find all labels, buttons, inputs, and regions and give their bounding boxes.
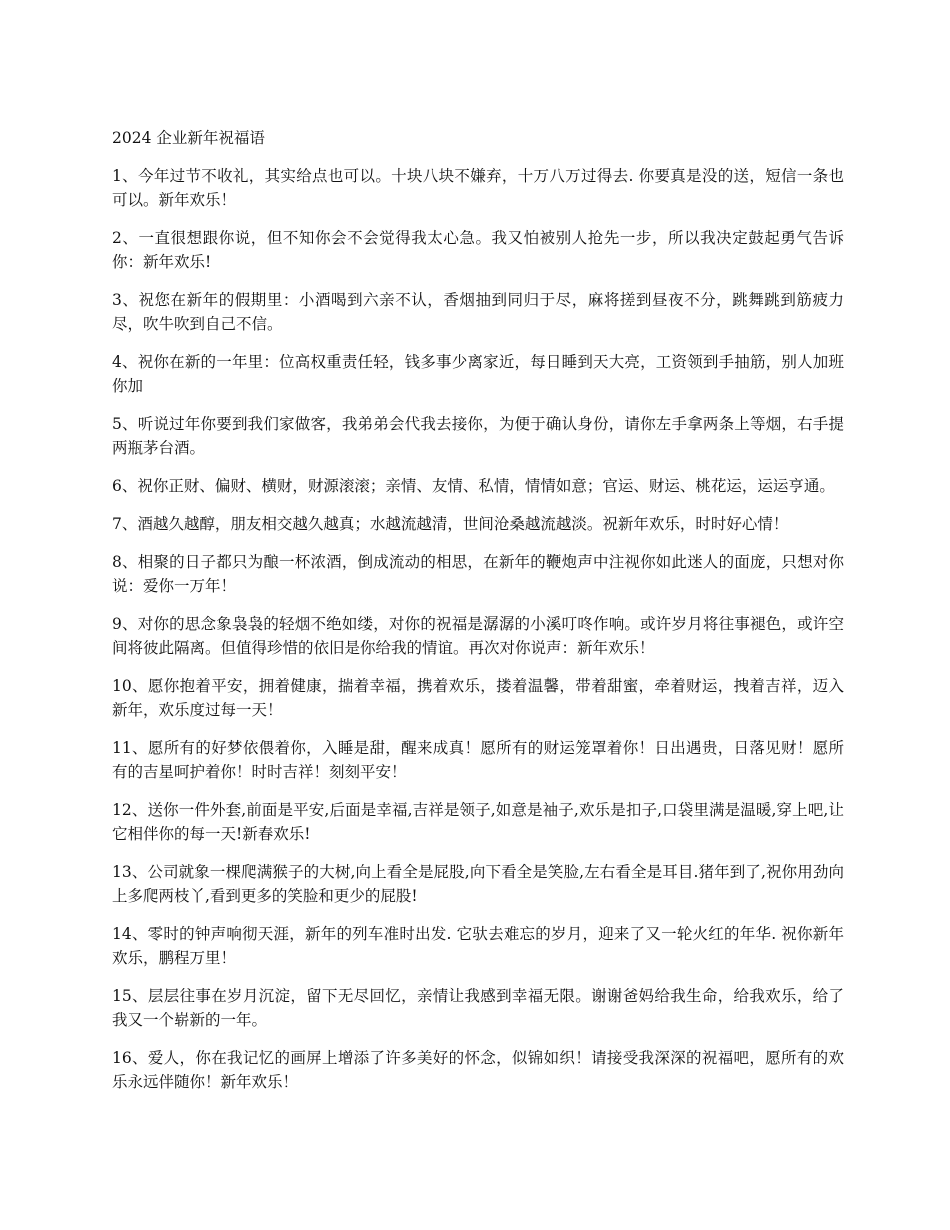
paragraph-1: 1、今年过节不收礼，其实给点也可以。十块八块不嫌弃，十万八万过得去. 你要真是没的送，短信一条也可以。新年欢乐！: [112, 167, 844, 209]
paragraph-12: 12、送你一件外套,前面是平安,后面是幸福,吉祥是领子,如意是袖子,欢乐是扣子,口袋里满是温暖,穿上吧,让它相伴你的每一天!新春欢乐!: [112, 801, 844, 843]
paragraph-3: 3、祝您在新年的假期里：小酒喝到六亲不认，香烟抽到同归于尽，麻将搓到昼夜不分，跳舞跳到筋疲力尽，吹牛吹到自己不信。: [112, 291, 844, 333]
paragraph-6: 6、祝你正财、偏财、横财，财源滚滚；亲情、友情、私情，情情如意；官运、财运、桃花运，运运亨通。: [112, 477, 835, 495]
paragraph-5: 5、听说过年你要到我们家做客，我弟弟会代我去接你，为便于确认身份，请你左手拿两条上等烟，右手提两瓶茅台酒。: [112, 415, 844, 457]
paragraph-11: 11、愿所有的好梦依偎着你，入睡是甜，醒来成真！愿所有的财运笼罩着你！日出遇贵，日落见财！愿所有的吉星呵护着你！时时吉祥！刻刻平安！: [112, 739, 844, 781]
paragraph-14: 14、零时的钟声响彻天涯，新年的列车准时出发. 它驮去难忘的岁月，迎来了又一轮火红的年华. 祝你新年欢乐，鹏程万里！: [112, 925, 844, 967]
paragraph-8: 8、相聚的日子都只为酿一杯浓酒，倒成流动的相思，在新年的鞭炮声中注视你如此迷人的面庞，只想对你说：爱你一万年！: [112, 553, 844, 595]
paragraph-15: 15、层层往事在岁月沉淀，留下无尽回忆，亲情让我感到幸福无限。谢谢爸妈给我生命，给我欢乐，给了我又一个崭新的一年。: [112, 987, 844, 1029]
paragraph-16: 16、爱人，你在我记忆的画屏上增添了许多美好的怀念，似锦如织！请接受我深深的祝福吧，愿所有的欢乐永远伴随你！新年欢乐！: [112, 1049, 844, 1091]
paragraph-10: 10、愿你抱着平安，拥着健康，揣着幸福，携着欢乐，搂着温馨，带着甜蜜，牵着财运，拽着吉祥，迈入新年，欢乐度过每一天！: [112, 677, 844, 719]
paragraph-4: 4、祝你在新的一年里：位高权重责任轻，钱多事少离家近，每日睡到天大亮，工资领到手抽筋，别人加班你加: [112, 353, 844, 395]
document-body: [112, 126, 844, 1108]
paragraph-2: 2、一直很想跟你说，但不知你会不会觉得我太心急。我又怕被别人抢先一步，所以我决定鼓起勇气告诉你：新年欢乐!: [112, 229, 844, 271]
paragraph-7: 7、酒越久越醇，朋友相交越久越真；水越流越清，世间沧桑越流越淡。祝新年欢乐，时时好心情！: [112, 515, 789, 533]
document-title: 2024 企业新年祝福语: [112, 129, 265, 147]
paragraph-13: 13、公司就象一棵爬满猴子的大树,向上看全是屁股,向下看全是笑脸,左右看全是耳目.猪年到了,祝你用劲向上多爬两枝丫,看到更多的笑脸和更少的屁股!: [112, 863, 844, 905]
paragraph-9: 9、对你的思念象袅袅的轻烟不绝如缕，对你的祝福是潺潺的小溪叮咚作响。或许岁月将往事褪色，或许空间将彼此隔离。但值得珍惜的依旧是你给我的情谊。再次对你说声：新年欢乐！: [112, 615, 844, 657]
